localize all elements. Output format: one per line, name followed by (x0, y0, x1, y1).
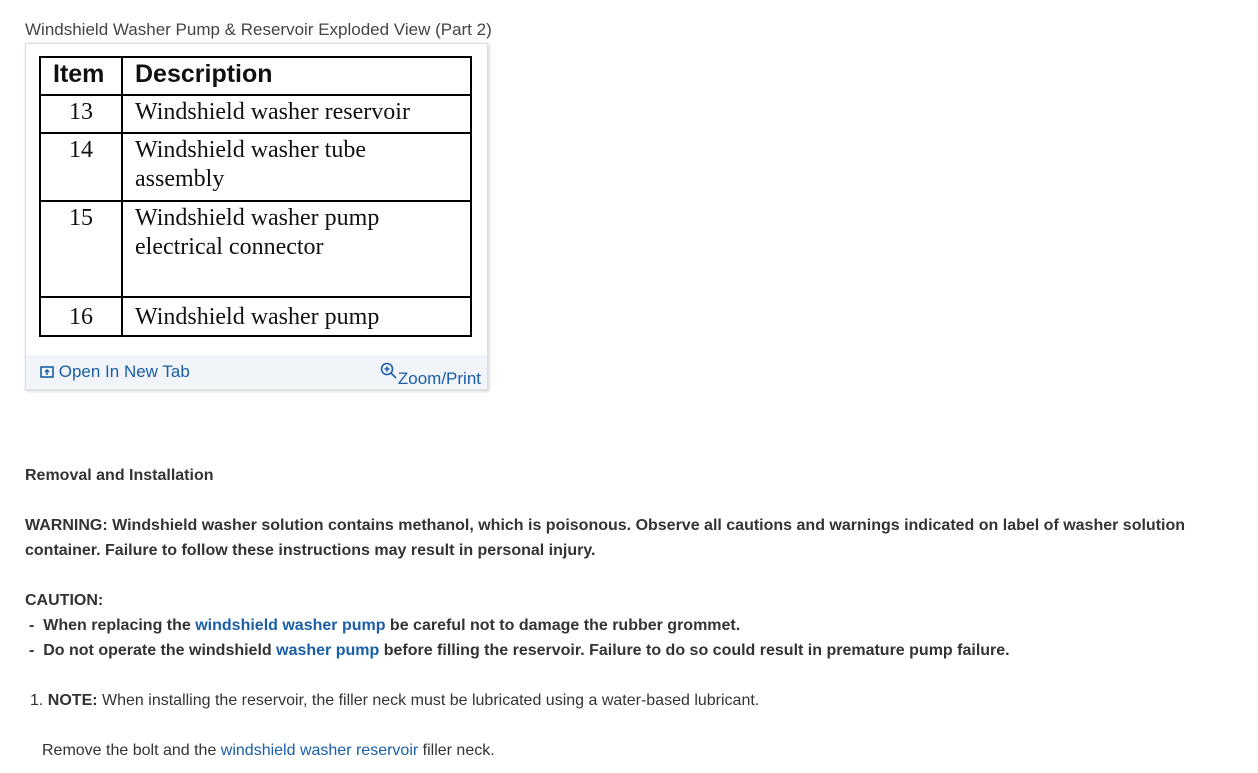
text: before filling the reservoir. Failure to do so could result in premature pump failure. (379, 642, 1010, 659)
open-in-new-tab-link[interactable] (40, 362, 190, 382)
figure (25, 43, 488, 390)
washer-pump-link[interactable]: washer pump (276, 642, 380, 659)
section-heading: Removal and Installation (25, 467, 214, 484)
table-row (40, 95, 471, 133)
text: Do not operate the windshield (43, 642, 277, 659)
figure-title: Windshield Washer Pump & Reservoir Exploded View (Part 2) (25, 20, 492, 39)
note-text: When installing the reservoir, the filler neck must be lubricated using a water-based lubricant. (97, 692, 760, 709)
caution-item: - Do not operate the windshield washer pump before filling the reservoir. Failure to do so could result in premature pump failure. (29, 642, 1010, 659)
header-description: Description (122, 57, 471, 95)
warning-text: WARNING: Windshield washer solution contains methanol, which is poisonous. Observe all cautions and warnings indicated on label of washer solution container. Failure to follow these instructions may result in personal injury. (25, 517, 1186, 559)
windshield-washer-reservoir-link[interactable]: windshield washer reservoir (220, 742, 419, 759)
item-cell: 13 (40, 95, 122, 133)
header-item: Item (40, 57, 122, 95)
step-1-text (42, 738, 495, 763)
text: be careful not to damage the rubber grommet. (385, 617, 741, 634)
step-number: 1. (30, 692, 44, 709)
table-header (40, 57, 471, 95)
figure-footer (26, 355, 487, 388)
item-cell: 16 (40, 297, 122, 336)
note-label: NOTE: (47, 692, 98, 709)
zoom-in-icon (380, 362, 398, 380)
table-row (40, 133, 471, 201)
text: filler neck. (418, 742, 495, 759)
item-cell: 15 (40, 201, 122, 297)
table-row (40, 297, 471, 336)
text: When replacing the (43, 617, 196, 634)
zoom-print-link[interactable] (380, 362, 481, 389)
table-row (40, 201, 471, 297)
desc-cell: Windshield washer reservoir (122, 95, 471, 133)
caution-heading: CAUTION: (25, 592, 104, 609)
zoom-label: Zoom/Print (397, 369, 481, 388)
caution-item: - When replacing the windshield washer pump be careful not to damage the rubber grommet. (29, 617, 741, 634)
desc-cell: Windshield washer tube assembly (122, 133, 471, 201)
windshield-washer-pump-link[interactable]: windshield washer pump (195, 617, 386, 634)
step-1-note (30, 688, 759, 713)
open-label: Open In New Tab (58, 362, 190, 381)
text: Remove the bolt and the (42, 742, 221, 759)
desc-cell: Windshield washer pump (122, 297, 471, 336)
open-new-tab-icon (40, 366, 54, 378)
desc-cell: Windshield washer pump electrical connector (122, 201, 471, 297)
parts-table (39, 56, 472, 337)
item-cell: 14 (40, 133, 122, 201)
